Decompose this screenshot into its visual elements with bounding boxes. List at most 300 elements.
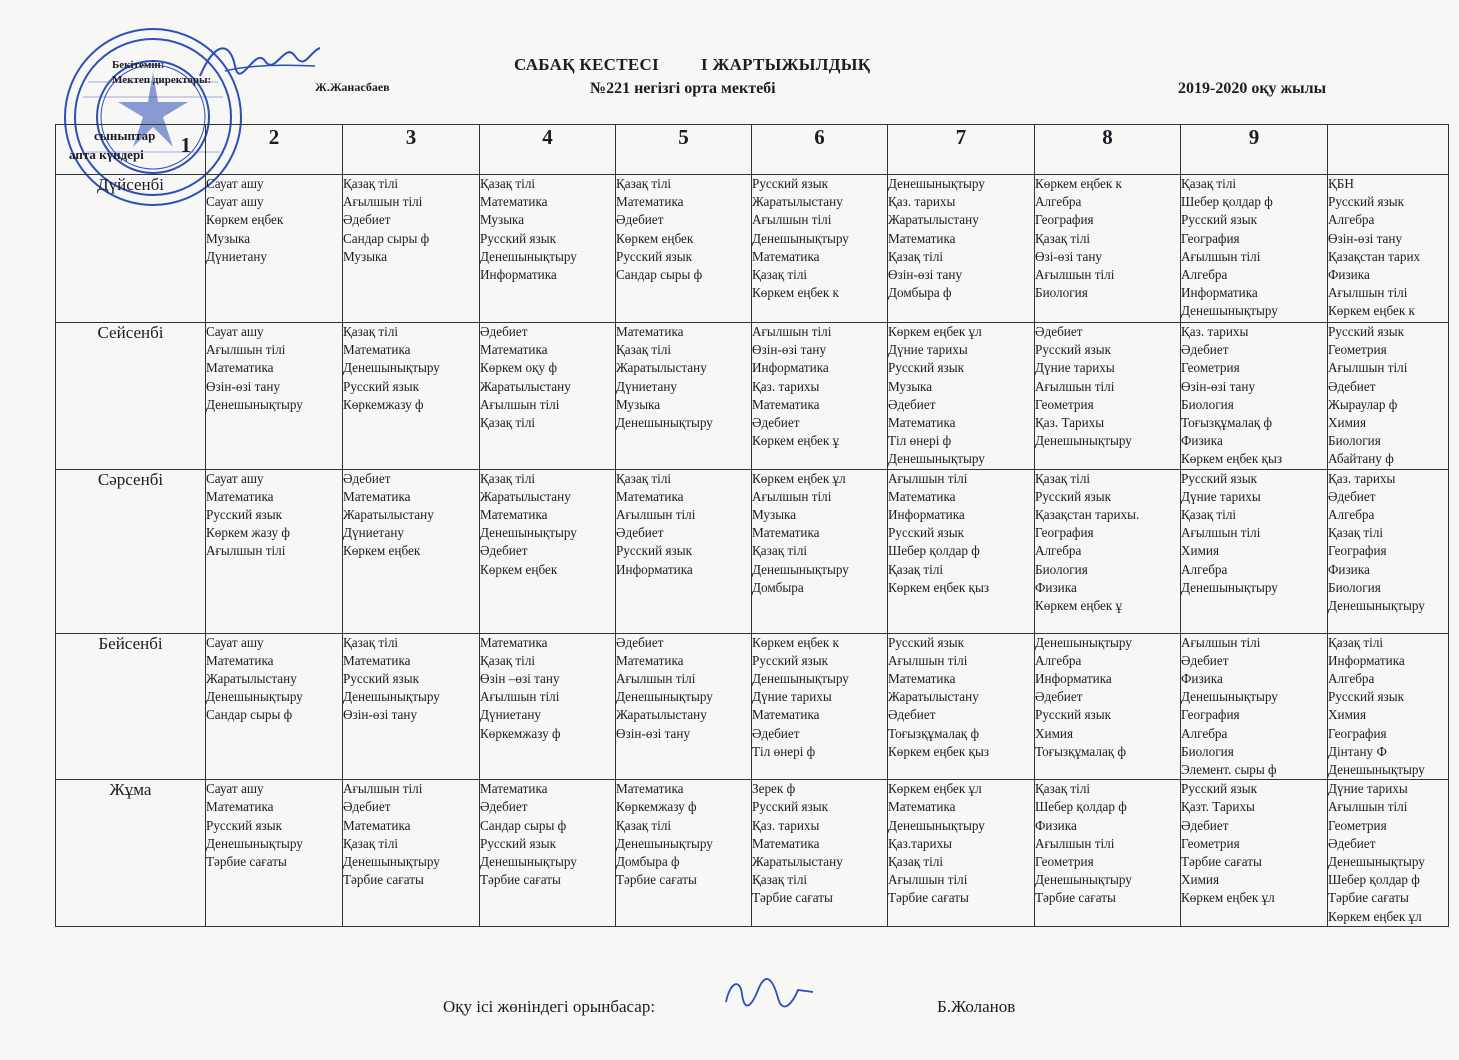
lesson-item: Алгебра — [1328, 507, 1375, 523]
lesson-item: Әдебиет — [616, 525, 664, 541]
lesson-item: Ағылшын тілі — [1035, 267, 1115, 283]
lesson-item: Математика — [206, 652, 274, 668]
class-header-4: 4 — [480, 125, 616, 175]
lesson-item: Денешынықтыру — [206, 835, 303, 851]
lesson-item: Денешынықтыру — [1035, 872, 1132, 888]
lesson-item: Тәрбие сағаты — [343, 872, 424, 888]
class-9-lessons — [1328, 469, 1449, 633]
lesson-item: Дүние тарихы — [1181, 488, 1261, 504]
lesson-item: Әдебиет — [1181, 652, 1229, 668]
class-3-lessons — [480, 780, 616, 927]
lesson-item: Денешынықтыру — [888, 176, 985, 191]
lesson-item: Физика — [1328, 267, 1370, 283]
lesson-item: Қаз. тарихы — [1328, 470, 1396, 486]
day-row — [56, 323, 1449, 470]
lesson-item: Математика — [888, 799, 956, 815]
lesson-item: География — [1328, 725, 1387, 741]
lesson-item: Көркем еңбек — [616, 230, 694, 246]
lesson-item: Көркем еңбек — [480, 561, 558, 577]
lesson-item: Көркем еңбек к — [752, 634, 839, 650]
lesson-item: Математика — [343, 652, 411, 668]
lesson-item: Көркем еңбек қыз — [888, 743, 990, 759]
lesson-item: Физика — [1035, 579, 1077, 595]
lesson-item: Денешынықтыру — [752, 671, 849, 687]
lesson-item: Геометрия — [1328, 817, 1387, 833]
lesson-item: Математика — [616, 652, 684, 668]
lesson-item: Денешынықтыру — [1181, 689, 1278, 705]
lesson-item: Биология — [1181, 743, 1234, 759]
lesson-item: Қазақ тілі — [343, 835, 399, 851]
lesson-item: Математика — [480, 194, 548, 210]
class-4-lessons — [616, 780, 752, 927]
lesson-item: Русский язык — [616, 543, 692, 559]
lesson-item: Математика — [206, 799, 274, 815]
lesson-item: Тәрбие сағаты — [1035, 890, 1116, 906]
lesson-item: Ағылшын тілі — [616, 507, 696, 523]
lesson-item: Әдебиет — [888, 396, 936, 412]
lesson-item: Дүниетану — [480, 707, 541, 723]
lesson-item: Дүниетану — [206, 248, 267, 264]
lesson-item: Ағылшын тілі — [888, 652, 968, 668]
day-name: Дүйсенбі — [56, 175, 206, 323]
lesson-item: Ағылшын тілі — [1181, 248, 1261, 264]
lesson-item: Әдебиет — [480, 543, 528, 559]
lesson-item: Тәрбие сағаты — [752, 890, 833, 906]
lesson-item: Ағылшын тілі — [752, 488, 832, 504]
lesson-item: Шебер қолдар ф — [1181, 194, 1273, 210]
class-8-lessons — [1181, 780, 1328, 927]
lesson-item: Химия — [1328, 415, 1367, 431]
lesson-item: Денешынықтыру — [1328, 762, 1425, 778]
lesson-item: Денешынықтыру — [343, 854, 440, 870]
lesson-item: Тіл өнері ф — [888, 433, 952, 449]
lesson-item: Информатика — [752, 360, 829, 376]
lesson-item: Элемент. сыры ф — [1181, 762, 1277, 778]
class-4-lessons — [616, 469, 752, 633]
class-header-extra — [1328, 125, 1449, 175]
class-6-lessons — [888, 780, 1035, 927]
class-7-lessons — [1035, 323, 1181, 470]
deputy-label: Оқу ісі жөніндегі орынбасар: — [443, 997, 656, 1016]
lesson-item: Русский язык — [1328, 689, 1404, 705]
lesson-item: Өзі-өзі тану — [1035, 248, 1102, 264]
lesson-item: Қаз.тарихы — [888, 835, 953, 851]
lesson-item: Геометрия — [1035, 854, 1094, 870]
lesson-item: Домбыра — [752, 579, 804, 595]
lesson-item: Жаратылыстану — [752, 854, 843, 870]
header-row — [56, 125, 1449, 175]
lesson-item: Денешынықтыру — [616, 415, 713, 431]
lesson-item: Физика — [1181, 433, 1223, 449]
lesson-item: Денешынықтыру — [343, 689, 440, 705]
lesson-item: Сауат ашу — [206, 781, 264, 797]
class-8-lessons — [1181, 175, 1328, 323]
lesson-item: Математика — [206, 488, 274, 504]
lesson-item: Информатика — [888, 507, 965, 523]
lesson-item: Тәрбие сағаты — [616, 872, 697, 888]
lesson-item: Математика — [752, 396, 820, 412]
lesson-item: Информатика — [480, 267, 557, 283]
lesson-item: Әдебиет — [1328, 488, 1376, 504]
lesson-item: Ағылшын тілі — [752, 324, 832, 339]
lesson-item: Химия — [1181, 872, 1220, 888]
class-3-lessons — [480, 323, 616, 470]
lesson-item: Денешынықтыру — [206, 396, 303, 412]
class-header-1: 1 — [180, 133, 191, 157]
lesson-item: Русский язык — [206, 817, 282, 833]
lesson-item: Көркем еңбек ұл — [1181, 890, 1275, 906]
lesson-item: Әдебиет — [343, 212, 391, 228]
director-signature-icon — [195, 36, 325, 86]
lesson-item: Қаз. тарихы — [752, 378, 820, 394]
lesson-item: Денешынықтыру — [1035, 433, 1132, 449]
lesson-item: Көркем еңбек к — [1035, 176, 1122, 191]
lesson-item: Музыка — [480, 212, 525, 228]
day-name: Сәрсенбі — [56, 469, 206, 633]
lesson-item: Домбыра ф — [616, 854, 680, 870]
class-8-lessons — [1181, 633, 1328, 780]
lesson-item: Ағылшын тілі — [343, 194, 423, 210]
page-title — [514, 55, 870, 75]
lesson-item: Тәрбие сағаты — [480, 872, 561, 888]
lesson-item: Математика — [616, 488, 684, 504]
lesson-item: Шебер қолдар ф — [888, 543, 980, 559]
lesson-item: Тәрбие сағаты — [888, 890, 969, 906]
lesson-item: Алгебра — [1328, 671, 1375, 687]
lesson-item: Көркем еңбек к — [1328, 303, 1415, 319]
lesson-item: Биология — [1035, 561, 1088, 577]
class-9-lessons — [1328, 633, 1449, 780]
lesson-item: Өзін-өзі тану — [1328, 230, 1403, 246]
lesson-item: Музыка — [206, 230, 251, 246]
lesson-item: Қаз. тарихы — [1181, 324, 1249, 339]
lesson-item: Химия — [1328, 707, 1367, 723]
lesson-item: Әдебиет — [1181, 817, 1229, 833]
day-row — [56, 175, 1449, 323]
lesson-item: Денешынықтыру — [480, 525, 577, 541]
lesson-item: Алгебра — [1181, 561, 1228, 577]
lesson-item: Денешынықтыру — [1181, 579, 1278, 595]
school-name: №221 негізгі орта мектебі — [590, 80, 776, 97]
lesson-item: Математика — [206, 360, 274, 376]
lesson-item: Тоғызқұмалақ ф — [1181, 415, 1273, 431]
lesson-item: Ағылшын тілі — [1328, 285, 1408, 301]
lesson-item: Математика — [343, 817, 411, 833]
lesson-item: Қазақ тілі — [480, 652, 536, 668]
lesson-item: Дінтану Ф — [1328, 743, 1387, 759]
lesson-item: Қазақ тілі — [888, 248, 944, 264]
lesson-item: Өзін-өзі тану — [888, 267, 963, 283]
lesson-item: Ағылшын тілі — [480, 396, 560, 412]
lesson-item: Математика — [888, 488, 956, 504]
lesson-item: Русский язык — [752, 176, 828, 191]
lesson-item: Русский язык — [480, 230, 556, 246]
class-5-lessons — [752, 780, 888, 927]
corner-days-label: апта күндері — [69, 147, 144, 162]
lesson-item: Сандар сыры ф — [343, 230, 430, 246]
lesson-item: Денешынықтыру — [616, 689, 713, 705]
lesson-item: Қазақ тілі — [1035, 230, 1091, 246]
lesson-item: Музыка — [343, 248, 388, 264]
lesson-item: Өзін-өзі тану — [1181, 378, 1256, 394]
lesson-item: Физика — [1328, 561, 1370, 577]
lesson-item: Әдебиет — [343, 470, 391, 486]
lesson-item: Зерек ф — [752, 781, 796, 797]
lesson-item: Математика — [480, 342, 548, 358]
lesson-item: Ағылшын тілі — [206, 543, 286, 559]
lesson-item: Әдебиет — [752, 415, 800, 431]
lesson-item: Көркем еңбек — [206, 212, 284, 228]
lesson-item: Қазақ тілі — [616, 817, 672, 833]
corner-header — [56, 125, 206, 175]
lesson-item: География — [1181, 230, 1240, 246]
lesson-item: Көркем еңбек ұ — [752, 433, 840, 449]
lesson-item: Қазақ тілі — [752, 872, 808, 888]
lesson-item: Русский язык — [1181, 470, 1257, 486]
lesson-item: Информатика — [1035, 671, 1112, 687]
lesson-item: Математика — [888, 230, 956, 246]
lesson-item: Дүние тарихы — [1035, 360, 1115, 376]
lesson-item: Денешынықтыру — [888, 451, 985, 467]
lesson-item: Математика — [752, 835, 820, 851]
lesson-item: Қазақ тілі — [1035, 781, 1091, 797]
lesson-item: Көркем еңбек қыз — [1181, 451, 1283, 467]
title-text: САБАҚ КЕСТЕСІ — [514, 55, 659, 74]
lesson-item: Ағылшын тілі — [343, 781, 423, 797]
lesson-item: Дүние тарихы — [1328, 781, 1408, 797]
class-2-lessons — [343, 323, 480, 470]
lesson-item: География — [1181, 707, 1240, 723]
class-header-5: 5 — [616, 125, 752, 175]
lesson-item: Денешынықтыру — [1328, 598, 1425, 614]
lesson-item: Қазақ тілі — [480, 176, 536, 191]
lesson-item: Сандар сыры ф — [206, 707, 293, 723]
lesson-item: География — [1328, 543, 1387, 559]
lesson-item: Русский язык — [1035, 488, 1111, 504]
lesson-item: Математика — [616, 781, 684, 797]
lesson-item: Әдебиет — [1328, 378, 1376, 394]
class-header-7: 7 — [888, 125, 1035, 175]
lesson-item: Қазақ тілі — [480, 470, 536, 486]
lesson-item: Алгебра — [1328, 212, 1375, 228]
lesson-item: Ағылшын тілі — [752, 212, 832, 228]
lesson-item: Қазақ тілі — [343, 324, 399, 339]
lesson-item: Шебер қолдар ф — [1328, 872, 1420, 888]
lesson-item: Сауат ашу — [206, 634, 264, 650]
lesson-item: Денешынықтыру — [752, 230, 849, 246]
lesson-item: Көркем еңбек — [343, 543, 421, 559]
class-5-lessons — [752, 323, 888, 470]
deputy-name: Б.Жоланов — [937, 997, 1016, 1016]
class-1-lessons — [206, 323, 343, 470]
lesson-item: Жаратылыстану — [752, 194, 843, 210]
lesson-item: Математика — [888, 671, 956, 687]
lesson-item: Денешынықтыру — [343, 360, 440, 376]
lesson-item: Геометрия — [1035, 396, 1094, 412]
lesson-item: Математика — [480, 634, 548, 650]
lesson-item: Математика — [343, 342, 411, 358]
lesson-item: Домбыра ф — [888, 285, 952, 301]
class-header-2: 2 — [206, 125, 343, 175]
class-4-lessons — [616, 175, 752, 323]
lesson-item: Қаз. тарихы — [888, 194, 956, 210]
lesson-item: Дүние тарихы — [888, 342, 968, 358]
lesson-item: Қазақ тілі — [616, 176, 672, 191]
lesson-item: Физика — [1035, 817, 1077, 833]
lesson-item: Қаз. тарихы — [752, 817, 820, 833]
lesson-item: Қазақ тілі — [343, 176, 399, 191]
lesson-item: Русский язык — [206, 507, 282, 523]
lesson-item: Алгебра — [1181, 267, 1228, 283]
lesson-item: Информатика — [1328, 652, 1405, 668]
class-5-lessons — [752, 175, 888, 323]
class-2-lessons — [343, 175, 480, 323]
lesson-item: Денешынықтыру — [480, 854, 577, 870]
lesson-item: Биология — [1328, 579, 1381, 595]
lesson-item: Биология — [1181, 396, 1234, 412]
lesson-item: Алгебра — [1181, 725, 1228, 741]
lesson-item: Әдебиет — [343, 799, 391, 815]
lesson-item: Биология — [1035, 285, 1088, 301]
lesson-item: Геометрия — [1181, 835, 1240, 851]
lesson-item: Сауат ашу — [206, 194, 264, 210]
lesson-item: Алгебра — [1035, 194, 1082, 210]
approval-line1: Бекітемін: — [112, 59, 165, 71]
lesson-item: Русский язык — [1328, 324, 1404, 339]
class-5-lessons — [752, 469, 888, 633]
lesson-item: ҚБН — [1328, 176, 1354, 191]
lesson-item: Русский язык — [888, 525, 964, 541]
lesson-item: Көркем еңбек ұл — [1328, 908, 1422, 924]
lesson-item: Дүние тарихы — [752, 689, 832, 705]
lesson-item: Көркем еңбек қыз — [888, 579, 990, 595]
lesson-item: Русский язык — [343, 671, 419, 687]
lesson-item: Математика — [752, 248, 820, 264]
class-2-lessons — [343, 469, 480, 633]
lesson-item: Математика — [752, 707, 820, 723]
class-1-lessons — [206, 633, 343, 780]
class-1-lessons — [206, 469, 343, 633]
lesson-item: Ағылшын тілі — [1035, 378, 1115, 394]
lesson-item: Дүниетану — [343, 525, 404, 541]
schedule-table — [55, 124, 1449, 927]
lesson-item: Жаратылыстану — [343, 507, 434, 523]
lesson-item: Математика — [343, 488, 411, 504]
lesson-item: Тоғызқұмалақ ф — [888, 725, 980, 741]
lesson-item: Әдебиет — [888, 707, 936, 723]
lesson-item: Өзін-өзі тану — [616, 725, 691, 741]
class-3-lessons — [480, 469, 616, 633]
day-row — [56, 469, 1449, 633]
class-header-3: 3 — [343, 125, 480, 175]
lesson-item: Ағылшын тілі — [888, 872, 968, 888]
lesson-item: Көркем еңбек ұ — [1035, 598, 1123, 614]
class-2-lessons — [343, 780, 480, 927]
lesson-item: Ағылшын тілі — [1181, 525, 1261, 541]
class-6-lessons — [888, 175, 1035, 323]
class-4-lessons — [616, 633, 752, 780]
lesson-item: Қазақ тілі — [752, 543, 808, 559]
lesson-item: Қазақ тілі — [1181, 507, 1237, 523]
lesson-item: Қазақ тілі — [888, 561, 944, 577]
class-9-lessons — [1328, 780, 1449, 927]
lesson-item: Қазақ тілі — [1328, 634, 1384, 650]
lesson-item: Химия — [1181, 543, 1220, 559]
class-3-lessons — [480, 175, 616, 323]
lesson-item: Әдебиет — [480, 324, 528, 339]
lesson-item: Әдебиет — [480, 799, 528, 815]
lesson-item: Әдебиет — [616, 634, 664, 650]
class-4-lessons — [616, 323, 752, 470]
lesson-item: Музыка — [888, 378, 933, 394]
class-7-lessons — [1035, 469, 1181, 633]
lesson-item: Қазақ тілі — [1035, 470, 1091, 486]
semester-text: І ЖАРТЫЖЫЛДЫҚ — [701, 55, 871, 74]
class-6-lessons — [888, 323, 1035, 470]
lesson-item: Математика — [752, 525, 820, 541]
lesson-item: Сандар сыры ф — [480, 817, 567, 833]
lesson-item: Русский язык — [888, 634, 964, 650]
class-9-lessons — [1328, 175, 1449, 323]
class-7-lessons — [1035, 780, 1181, 927]
lesson-item: Денешынықтыру — [888, 817, 985, 833]
lesson-item: Тіл өнері ф — [752, 743, 816, 759]
day-row — [56, 633, 1449, 780]
lesson-item: Физика — [1181, 671, 1223, 687]
lesson-item: Әдебиет — [752, 725, 800, 741]
lesson-item: Химия — [1035, 725, 1074, 741]
lesson-item: Ағылшын тілі — [1328, 799, 1408, 815]
day-row — [56, 780, 1449, 927]
lesson-item: Русский язык — [1181, 212, 1257, 228]
lesson-item: Жаратылыстану — [888, 689, 979, 705]
lesson-item: Өзін –өзі тану — [480, 671, 560, 687]
lesson-item: Математика — [888, 415, 956, 431]
lesson-item: Информатика — [1181, 285, 1258, 301]
lesson-item: Көркем еңбек ұл — [888, 324, 982, 339]
lesson-item: Қазақ тілі — [888, 854, 944, 870]
lesson-item: Ағылшын тілі — [1181, 634, 1261, 650]
corner-classes-label: сыныптар — [94, 128, 156, 143]
lesson-item: Русский язык — [1035, 707, 1111, 723]
lesson-item: Ағылшын тілі — [616, 671, 696, 687]
lesson-item: Сауат ашу — [206, 176, 264, 191]
lesson-item: Математика — [616, 194, 684, 210]
lesson-item: Ағылшын тілі — [1035, 835, 1115, 851]
lesson-item: Денешынықтыру — [752, 561, 849, 577]
deputy-signature-icon — [718, 972, 818, 1012]
lesson-item: Әдебиет — [1328, 835, 1376, 851]
lesson-item: Русский язык — [752, 799, 828, 815]
lesson-item: Денешынықтыру — [1181, 303, 1278, 319]
lesson-item: Сандар сыры ф — [616, 267, 703, 283]
lesson-item: Көркем еңбек ұл — [752, 470, 846, 486]
approval-line2: Мектеп директоры: — [112, 74, 212, 86]
class-6-lessons — [888, 633, 1035, 780]
lesson-item: Жаратылыстану — [616, 707, 707, 723]
lesson-item: Математика — [616, 324, 684, 339]
class-8-lessons — [1181, 323, 1328, 470]
lesson-item: Денешынықтыру — [480, 248, 577, 264]
lesson-item: Геометрия — [1328, 342, 1387, 358]
lesson-item: Информатика — [616, 561, 693, 577]
lesson-item: Жаратылыстану — [480, 378, 571, 394]
class-5-lessons — [752, 633, 888, 780]
lesson-item: Қазақ тілі — [616, 342, 672, 358]
lesson-item: Әдебиет — [616, 212, 664, 228]
lesson-item: Қазақ тілі — [616, 470, 672, 486]
lesson-item: Жаратылыстану — [888, 212, 979, 228]
